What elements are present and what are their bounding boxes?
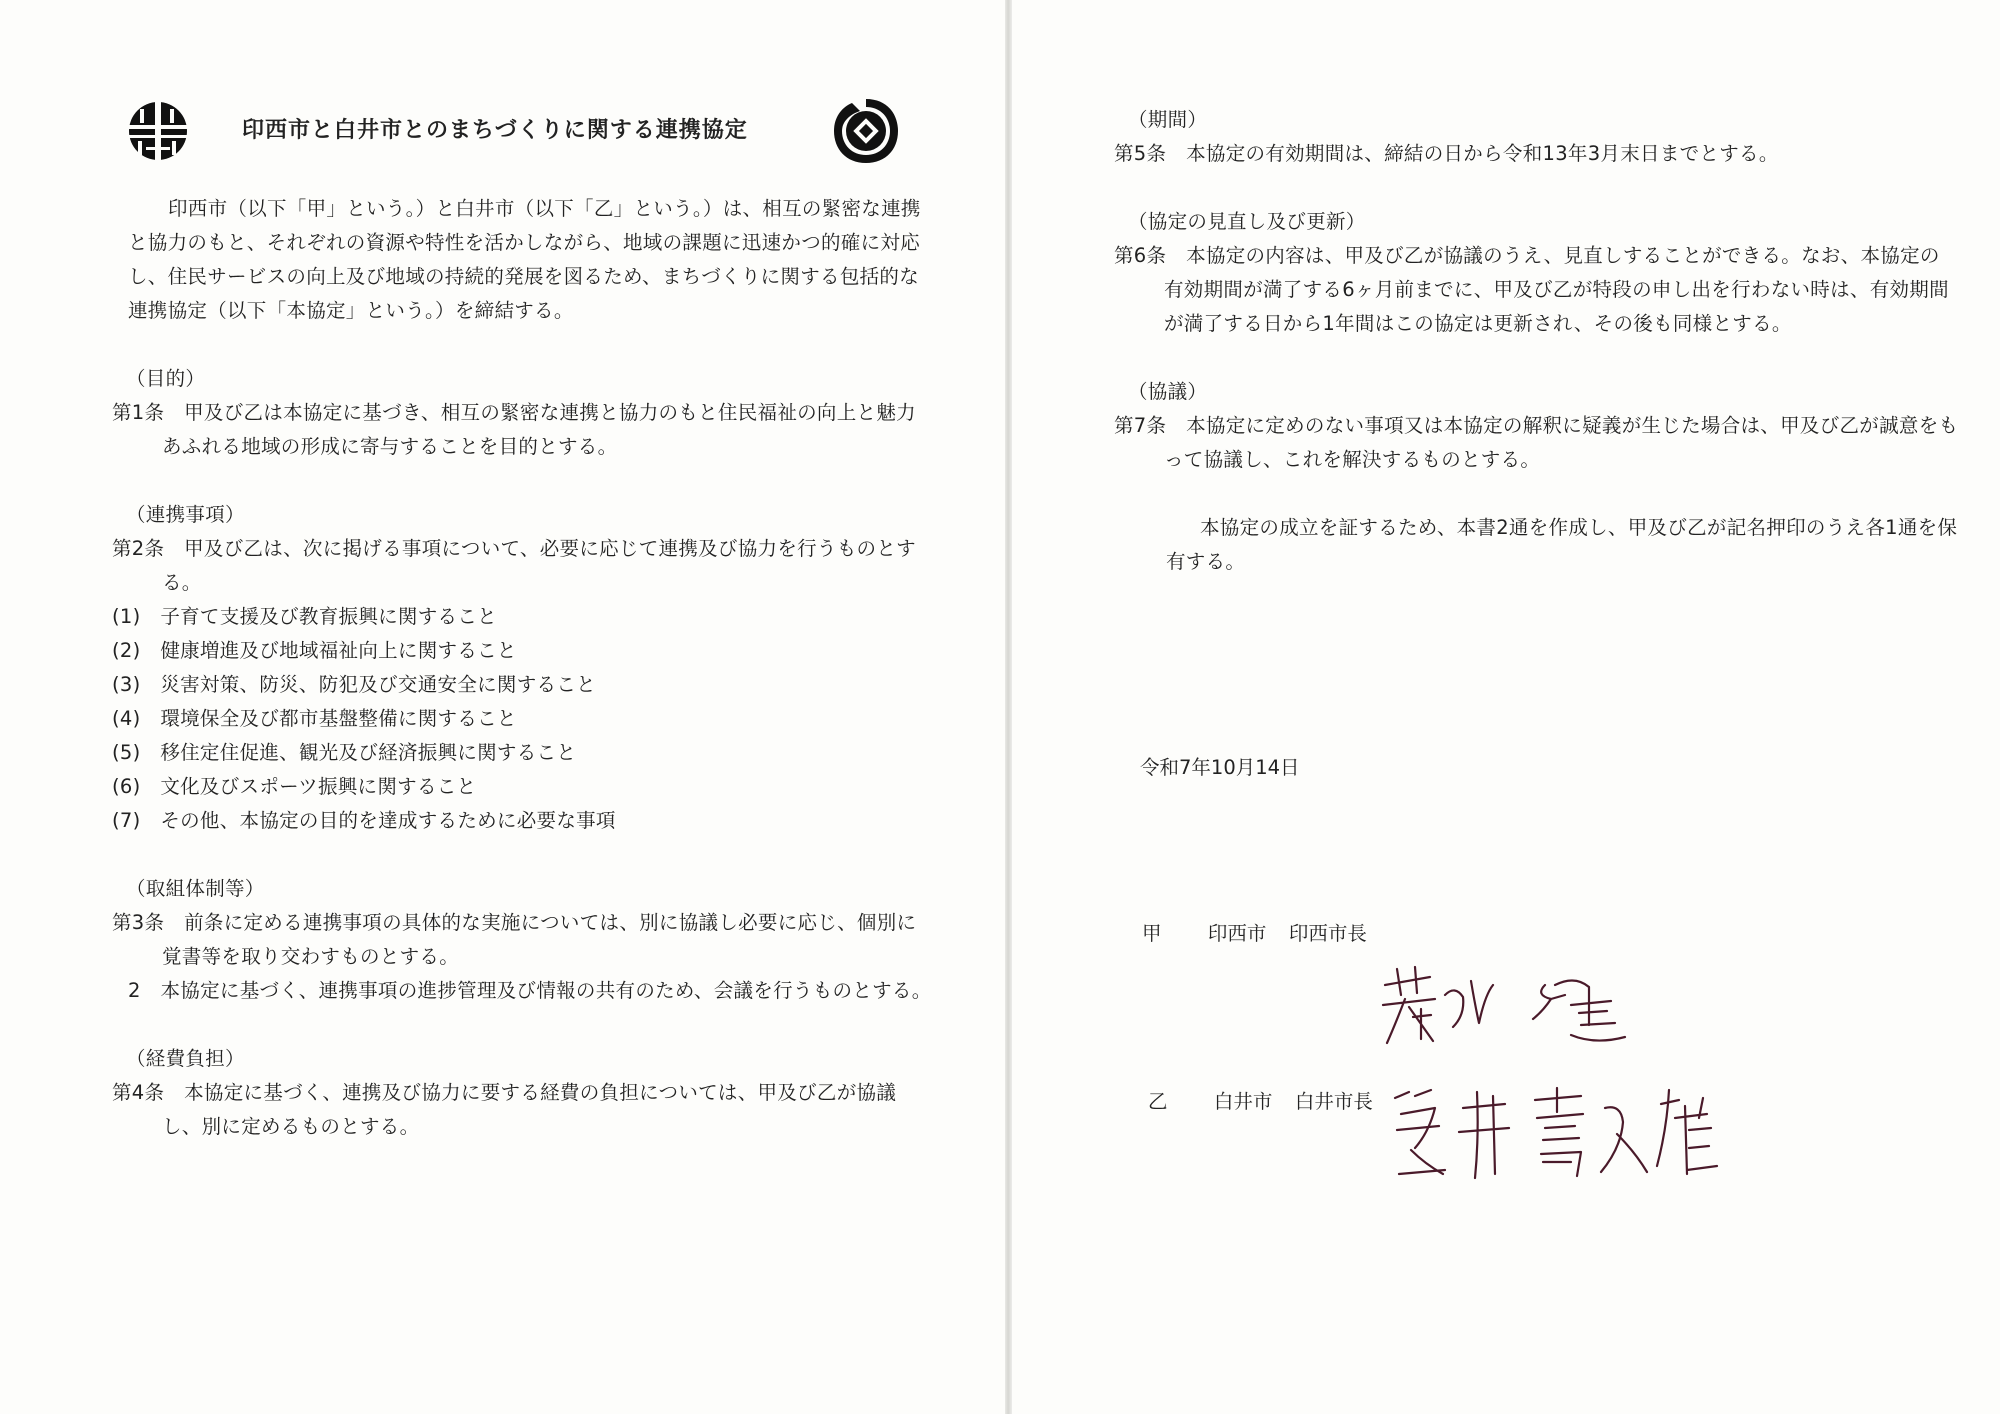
- section-review-renewal: [1114, 205, 1959, 341]
- signature-party-b: [1385, 1078, 1725, 1188]
- page-fold-divider: [1005, 0, 1012, 1414]
- section-heading: （協定の見直し及び更新）: [1128, 210, 1366, 233]
- left-page-body: [112, 192, 932, 1144]
- article-3-paragraph-2: 2 本協定に基づく、連携事項の進捗管理及び情報の共有のため、会議を行うものとする。: [128, 979, 932, 1002]
- inzai-city-emblem-icon: [126, 99, 190, 163]
- section-purpose: [112, 362, 932, 464]
- party-org: 印西市: [1207, 922, 1267, 945]
- article-5: 第5条 本協定の有効期間は、締結の日から令和13年3月末日までとする。: [1114, 142, 1779, 165]
- list-item: (1) 子育て支援及び教育振興に関すること: [112, 605, 497, 628]
- document-header: [120, 95, 900, 175]
- right-page-body: [1114, 103, 1959, 579]
- article-1: 第1条 甲及び乙は本協定に基づき、相互の緊密な連携と協力のもと住民福祉の向上と魅力あふれる地域の形成に寄与することを目的とする。: [112, 401, 916, 458]
- right-page: [1012, 0, 2000, 1414]
- signatory-party-b: [1148, 1086, 1373, 1114]
- party-role: 白井市長: [1294, 1090, 1373, 1113]
- agreement-date: 令和7年10月14日: [1140, 756, 1300, 779]
- section-heading: （経費負担）: [126, 1047, 245, 1070]
- section-expenses: [112, 1042, 932, 1144]
- party-label: 乙: [1148, 1090, 1168, 1113]
- list-item: (4) 環境保全及び都市基盤整備に関すること: [112, 707, 517, 730]
- list-item: (2) 健康増進及び地域福祉向上に関すること: [112, 639, 517, 662]
- article-2: 第2条 甲及び乙は、次に掲げる事項について、必要に応じて連携及び協力を行うものとする。: [112, 537, 916, 594]
- signatory-party-a: [1142, 918, 1367, 946]
- article-4: 第4条 本協定に基づく、連携及び協力に要する経費の負担については、甲及び乙が協議し、別に定めるものとする。: [112, 1081, 897, 1138]
- article-6: 第6条 本協定の内容は、甲及び乙が協議のうえ、見直しすることができる。なお、本協定の有効期間が満了する6ヶ月前までに、甲及び乙が特段の申し出を行わない時は、有効期間が満了する日から1年間はこの協定は更新され、その後も同様とする。: [1114, 244, 1949, 335]
- shiroi-city-emblem-icon: [830, 95, 902, 167]
- section-heading: （目的）: [126, 367, 206, 390]
- section-heading: （協議）: [1128, 380, 1208, 403]
- party-label: 甲: [1142, 922, 1162, 945]
- party-role: 印西市長: [1288, 922, 1367, 945]
- article-7: 第7条 本協定に定めのない事項又は本協定の解釈に疑義が生じた場合は、甲及び乙が誠意をもって協議し、これを解決するものとする。: [1114, 414, 1959, 471]
- list-item: (6) 文化及びスポーツ振興に関すること: [112, 775, 477, 798]
- signature-party-a: [1375, 955, 1675, 1055]
- section-period: [1114, 103, 1959, 171]
- section-heading: （取組体制等）: [126, 877, 265, 900]
- list-item: (3) 災害対策、防災、防犯及び交通安全に関すること: [112, 673, 596, 696]
- list-item: (5) 移住定住促進、観光及び経済振興に関すること: [112, 741, 577, 764]
- list-item: (7) その他、本協定の目的を達成するために必要な事項: [112, 809, 616, 832]
- page-title: 印西市と白井市とのまちづくりに関する連携協定: [242, 118, 748, 143]
- preamble: 印西市（以下「甲」という。）と白井市（以下「乙」という。）は、相互の緊密な連携と協力のもと、それぞれの資源や特性を活かしながら、地域の課題に迅速かつ的確に対応し、住民サービスの向上及び地域の持続的発展を図るため、まちづくりに関する包括的な連携協定（以下「本協定」という。）を締結する。: [128, 197, 921, 322]
- party-org: 白井市: [1213, 1090, 1273, 1113]
- section-implementation: [112, 872, 932, 1008]
- section-heading: （期間）: [1128, 108, 1208, 131]
- section-consultation: [1114, 375, 1959, 477]
- closing-statement: 本協定の成立を証するため、本書2通を作成し、甲及び乙が記名押印のうえ各1通を保有する。: [1166, 516, 1958, 573]
- section-cooperation-items: [112, 498, 932, 838]
- section-heading: （連携事項）: [126, 503, 245, 526]
- article-3: 第3条 前条に定める連携事項の具体的な実施については、別に協議し必要に応じ、個別に覚書等を取り交わすものとする。: [112, 911, 917, 968]
